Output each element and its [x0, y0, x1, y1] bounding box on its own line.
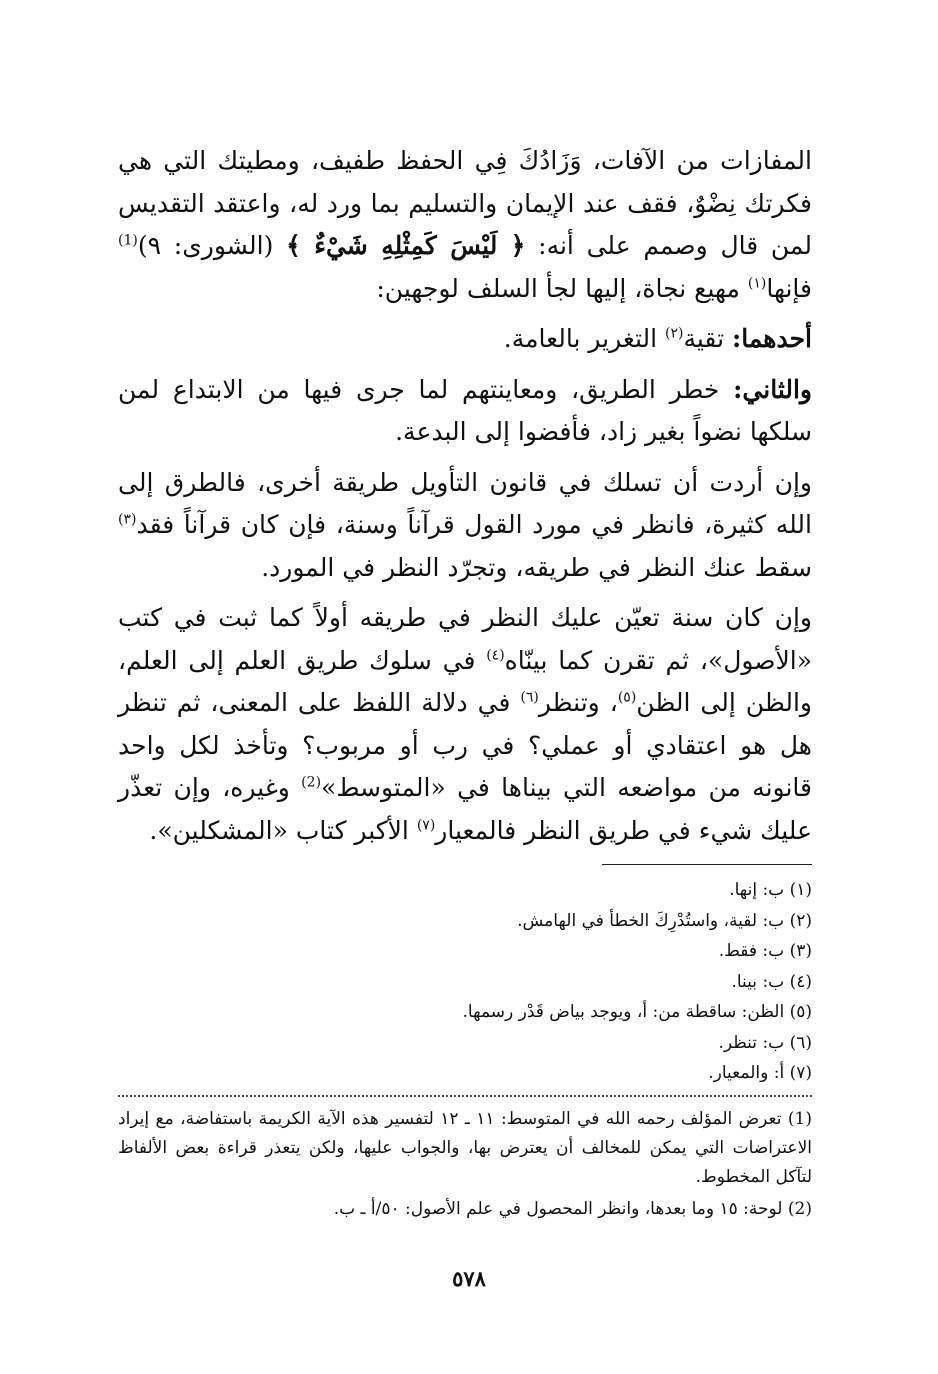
- footnote-item: (٢) ب: لقية، واستُدْرِكَ الخطأ في الهامش.: [517, 910, 812, 931]
- footnote-item: (١) ب: إنها.: [729, 880, 812, 900]
- editor-note-item: (1) تعرض المؤلف رحمه الله في المتوسط: ١١ ـ ١٢ لتفسير هذه الآية الكريمة باستفاضة، مع إيراد الاعتراضات التي يمكن للمخالف أن يعترض بها، والجواب عليها، ولكن يتعذر قراءة بعض الألفاظ لتآكل المخطوط.: [118, 1108, 812, 1187]
- paragraph-5-text-3: ، وتنظر: [538, 688, 618, 717]
- page-body: [118, 140, 812, 1227]
- footnote-item: (٥) الظن: ساقطة من: أ، ويوجد بياض قَدْر رسمها.: [462, 1002, 812, 1022]
- paragraph-2-text-2: التغرير بالعامة.: [503, 324, 666, 353]
- paragraph-5-text: وإن كان سنة تعيّن عليك النظر في طريقه أولاً كما ثبت في كتب «الأصول»، ثم تقرن كما بينّاه: [118, 603, 813, 675]
- paragraph-5-text-2: في سلوك طريق العلم إلى العلم، والظن إلى الظن: [118, 645, 812, 717]
- footnote-marker[interactable]: (1): [118, 232, 138, 249]
- footnote-divider: [602, 864, 812, 865]
- footnote-marker[interactable]: (٢): [665, 325, 684, 342]
- footnote-marker[interactable]: (٦): [520, 689, 539, 706]
- footnote-marker[interactable]: (2): [301, 774, 322, 791]
- paragraph-3-text: خطر الطريق، ومعاينتهم لما جرى فيها من الابتداع لمن سلكها نضواً بغير زاد، فأفضوا إلى البدعة.: [118, 374, 812, 446]
- page-number: ٥٧٨: [452, 1266, 486, 1291]
- paragraph-1: [118, 140, 812, 310]
- footnote-marker[interactable]: (١): [747, 275, 767, 292]
- verse-reference: (الشورى: ٩): [137, 231, 287, 260]
- paragraph-3-label: والثاني:: [733, 374, 812, 404]
- paragraph-5-text-5: وغيره، وإن تعذّر عليك شيء في طريق النظر فالمعيار: [118, 773, 812, 845]
- paragraph-5-text-6: الأكبر كتاب «المشكلين».: [149, 815, 417, 845]
- paragraph-1-text: المفازات من الآفات، وَزَادُكَ فِي الحفظ طفيف، ومطيتك التي هي فكرتك نِضْوٌ، فقف عند الإيمان والتسليم بما ورد له، واعتقد التقديس لمن قال وصمم على أنه:: [118, 146, 812, 260]
- footnote-item: (٤) ب: بينا.: [731, 971, 812, 992]
- footnote-item: (٧) أ: والمعيار.: [708, 1063, 812, 1083]
- paragraph-1-text-3: مهيع نجاة، إليها لجأ السلف لوجهين:: [376, 273, 748, 303]
- paragraph-3: [118, 369, 812, 454]
- paragraph-4-text: وإن أردت أن تسلك في قانون التأويل طريقة أخرى، فالطرق إلى الله كثيرة، فانظر في مورد القول قرآناً وسنة، فإن كان قرآناً فقد: [118, 467, 812, 539]
- paragraph-1-text-2: فإنها: [766, 273, 812, 303]
- editor-note-item: (2) لوحة: ١٥ وما بعدها، وانظر المحصول في علم الأصول: ٥٠/أ ـ ب.: [333, 1198, 812, 1219]
- paragraph-4-text-2: سقط عنك النظر في طريقه، وتجرّد النظر في المورد.: [261, 552, 812, 582]
- footnote-marker[interactable]: (٣): [118, 511, 137, 528]
- paragraph-5: [118, 597, 812, 852]
- footnote-item: (٣) ب: فقط.: [718, 941, 812, 961]
- footnote-marker[interactable]: (٤): [486, 647, 505, 664]
- editor-notes-divider: [118, 1095, 812, 1097]
- paragraph-4: [118, 462, 812, 590]
- paragraph-5-text-4: في دلالة اللفظ على المعنى، ثم تنظر هل هو اعتقادي أو عملي؟ في رب أو مربوب؟ وتأخذ لكل واحد قانونه من مواضعه التي بيناها في «المتوسط»: [118, 688, 812, 802]
- footnote-item: (٦) ب: تنظر.: [718, 1032, 812, 1053]
- paragraph-2-label: أحدهما:: [731, 324, 812, 353]
- footnote-marker[interactable]: (٥): [617, 689, 637, 706]
- quran-verse: ﴿ لَيْسَ كَمِثْلِهِ شَيْءٌ ﴾: [286, 231, 526, 260]
- paragraph-2-text: تقية: [683, 324, 732, 353]
- manuscript-footnotes: [118, 875, 812, 1089]
- footnote-marker[interactable]: (٧): [416, 817, 436, 834]
- editor-footnotes: [118, 1105, 812, 1224]
- paragraph-2: [118, 318, 812, 361]
